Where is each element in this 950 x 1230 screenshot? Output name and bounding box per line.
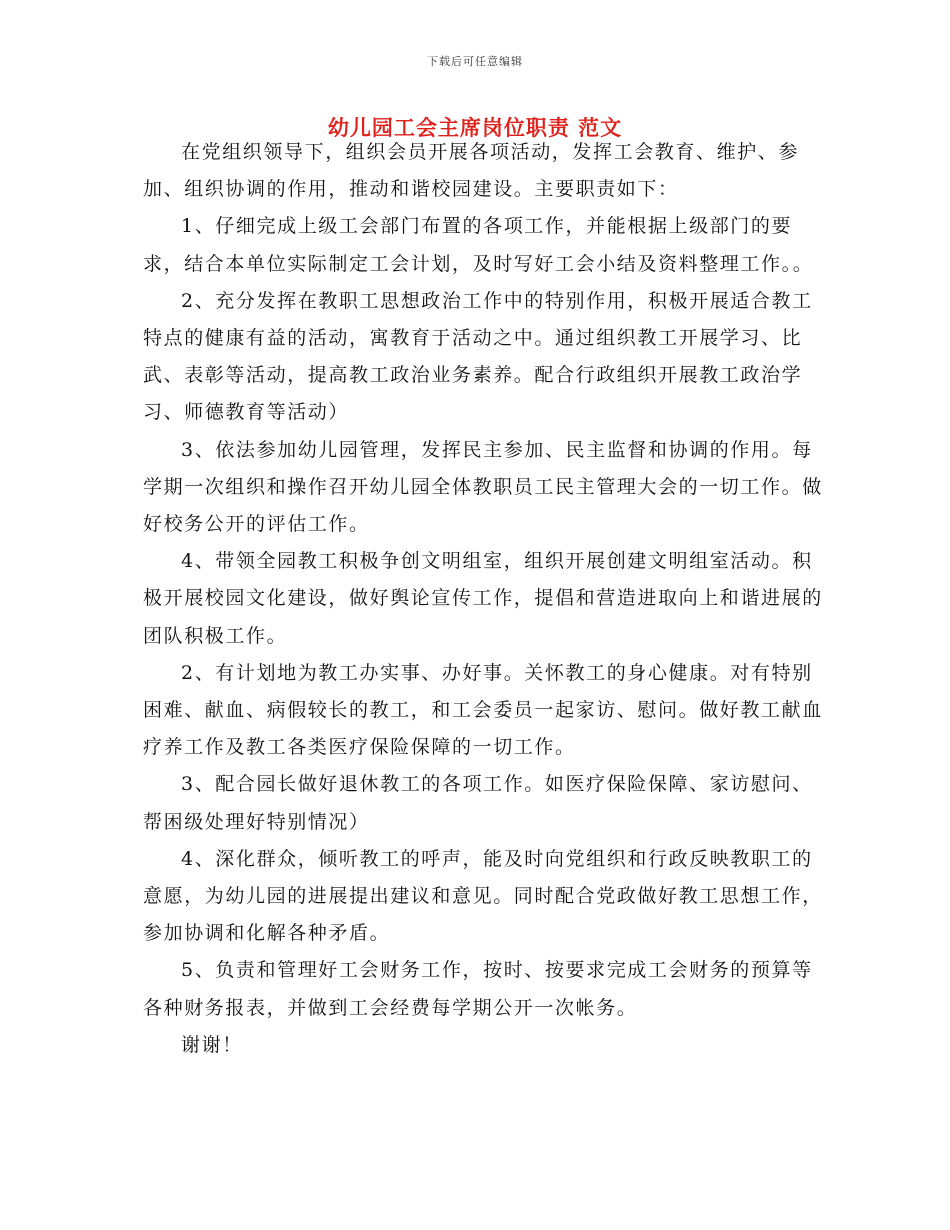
paragraph-duty-1: 1、仔细完成上级工会部门布置的各项工作，并能根据上级部门的要求，结合本单位实际制定工会计划，及时写好工会小结及资料整理工作。。 (143, 215, 814, 275)
paragraph-duty-6: 3、配合园长做好退休教工的各项工作。如医疗保险保障、家访慰问、帮困级处理好特别情况） (143, 773, 813, 833)
paragraph-intro: 在党组织领导下，组织会员开展各项活动，发挥工会教育、维护、参加、组织协调的作用，推动和谐校园建设。主要职责如下： (143, 141, 800, 201)
header-note: 下载后可任意编辑 (427, 55, 523, 68)
paragraph-duty-8: 5、负责和管理好工会财务工作，按时、按要求完成工会财务的预算等各种财务报表，并做到工会经费每学期公开一次帐务。 (143, 959, 813, 1019)
document-body (143, 134, 823, 1064)
paragraph-duty-5: 2、有计划地为教工办实事、办好事。关怀教工的身心健康。对有特别困难、献血、病假较长的教工，和工会委员一起家访、慰问。做好教工献血疗养工作及教工各类医疗保险保障的一切工作。 (143, 661, 823, 759)
paragraph-closing: 谢谢！ (181, 1033, 243, 1056)
paragraph-duty-7: 4、深化群众，倾听教工的呼声，能及时向党组织和行政反映教职工的意愿，为幼儿园的进展提出建议和意见。同时配合党政做好教工思想工作，参加协调和化解各种矛盾。 (143, 847, 823, 945)
paragraph-duty-3: 3、依法参加幼儿园管理，发挥民主参加、民主监督和协调的作用。每学期一次组织和操作召开幼儿园全体教职员工民主管理大会的一切工作。做好校务公开的评估工作。 (143, 438, 823, 536)
paragraph-duty-4: 4、带领全园教工积极争创文明组室，组织开展创建文明组室活动。积极开展校园文化建设，做好舆论宣传工作，提倡和营造进取向上和谐进展的团队积极工作。 (143, 550, 823, 647)
paragraph-duty-2: 2、充分发挥在教职工思想政治工作中的特别作用，积极开展适合教工特点的健康有益的活动，寓教育于活动之中。通过组织教工开展学习、比武、表彰等活动，提高教工政治业务素养。配合行政组织开展教工政治学习、师德教育等活动） (143, 289, 813, 424)
document-title: 幼儿园工会主席岗位职责 范文 (327, 115, 623, 140)
